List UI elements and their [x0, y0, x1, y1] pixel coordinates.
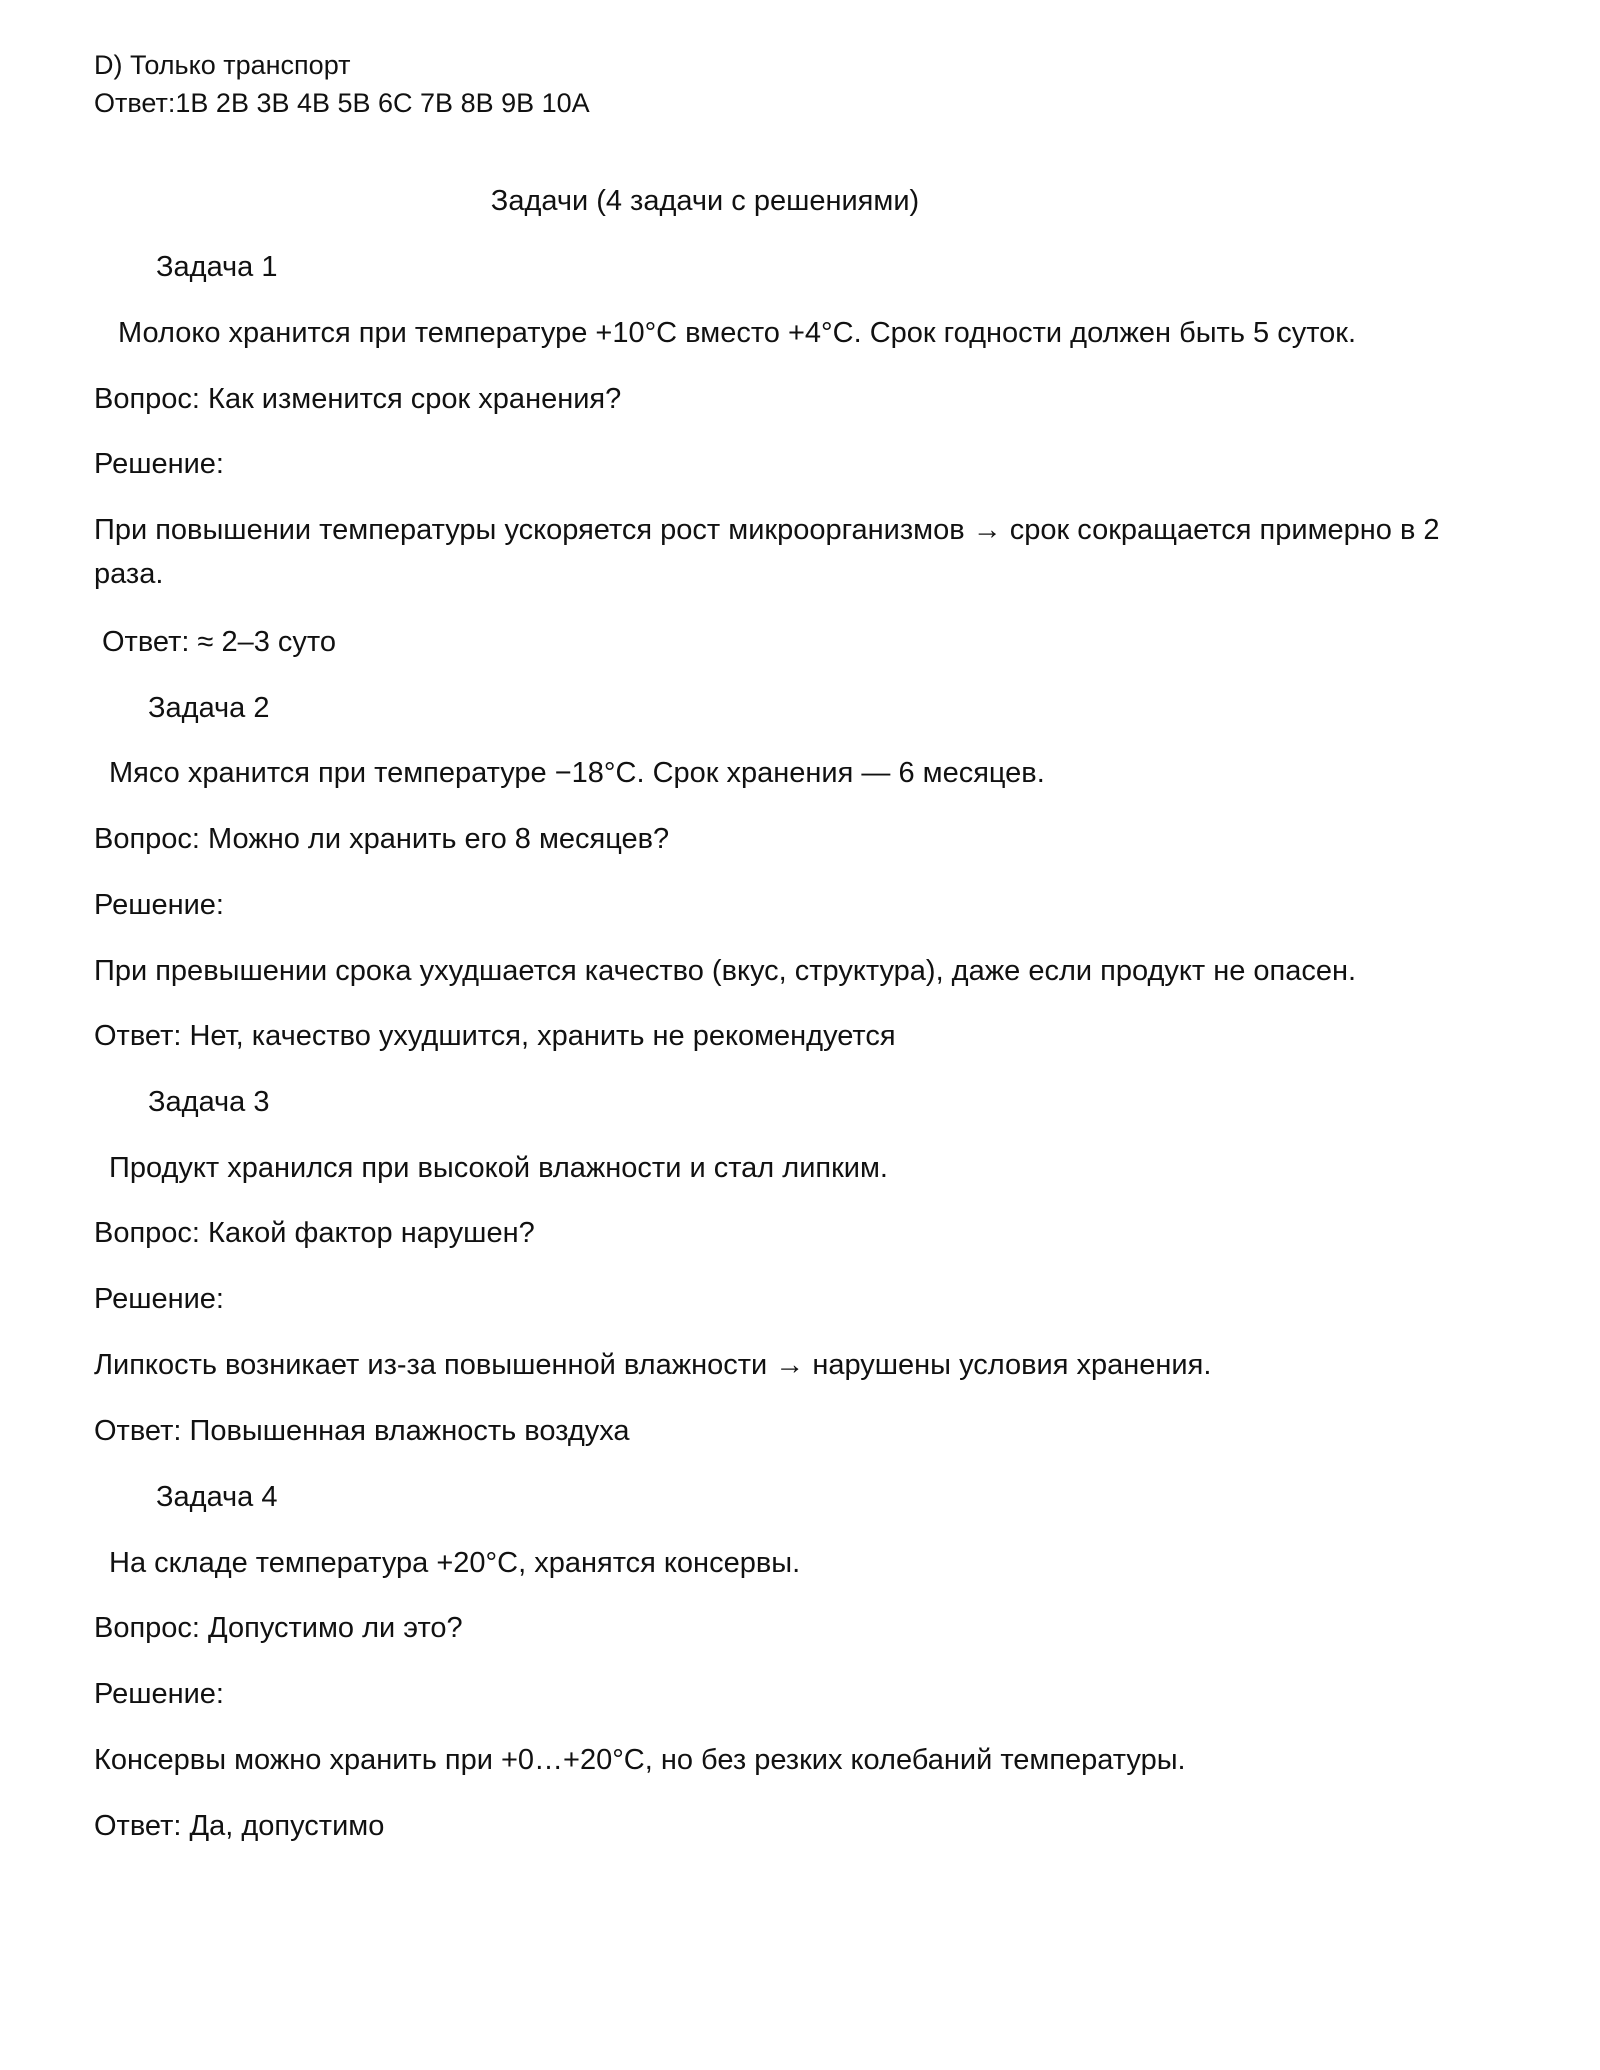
task-1-condition: Молоко хранится при температуре +10°С вместо +4°С. Срок годности должен быть 5 суток. [118, 317, 1357, 349]
section-title: Задачи (4 задачи с решениями) [490, 185, 920, 217]
task-1-question: Вопрос: Как изменится срок хранения? [94, 383, 622, 415]
task-4-question: Вопрос: Допустимо ли это? [94, 1612, 463, 1644]
task-1-solution-label: Решение: [94, 448, 224, 480]
task-2-solution-label: Решение: [94, 889, 224, 921]
task-3-solution: Липкость возникает из-за повышенной влажности → нарушены условия хранения. [94, 1349, 1212, 1381]
task-1-title: Задача 1 [156, 251, 278, 283]
task-3-solution-label: Решение: [94, 1283, 224, 1315]
task-1-answer: Ответ: ≈ 2–3 суто [102, 626, 336, 658]
task-4-solution: Консервы можно хранить при +0…+20°С, но без резких колебаний температуры. [94, 1744, 1186, 1776]
task-3-question: Вопрос: Какой фактор нарушен? [94, 1217, 535, 1249]
task-3-condition: Продукт хранился при высокой влажности и стал липким. [109, 1152, 888, 1184]
task-2-title: Задача 2 [148, 692, 270, 724]
task-2-answer: Ответ: Нет, качество ухудшится, хранить не рекомендуется [94, 1020, 896, 1052]
task-1-solution: При повышении температуры ускоряется рост микроорганизмов → срок сокращается примерно в 2 раза. [94, 514, 1440, 590]
task-4-answer: Ответ: Да, допустимо [94, 1810, 385, 1842]
task-4-condition: На складе температура +20°С, хранятся консервы. [109, 1547, 801, 1579]
task-4-title: Задача 4 [156, 1481, 278, 1513]
answer-key-text: Ответ:1B 2B 3B 4B 5B 6C 7B 8B 9B 10A [94, 88, 590, 118]
task-2-question: Вопрос: Можно ли хранить его 8 месяцев? [94, 823, 670, 855]
task-3-answer: Ответ: Повышенная влажность воздуха [94, 1415, 630, 1447]
task-2-condition: Мясо хранится при температуре −18°С. Срок хранения — 6 месяцев. [109, 757, 1045, 789]
task-4-solution-label: Решение: [94, 1678, 224, 1710]
task-3-title: Задача 3 [148, 1086, 270, 1118]
option-d-text: D) Только транспорт [94, 50, 351, 80]
task-2-solution: При превышении срока ухудшается качество (вкус, структура), даже если продукт не опасен. [94, 955, 1357, 987]
